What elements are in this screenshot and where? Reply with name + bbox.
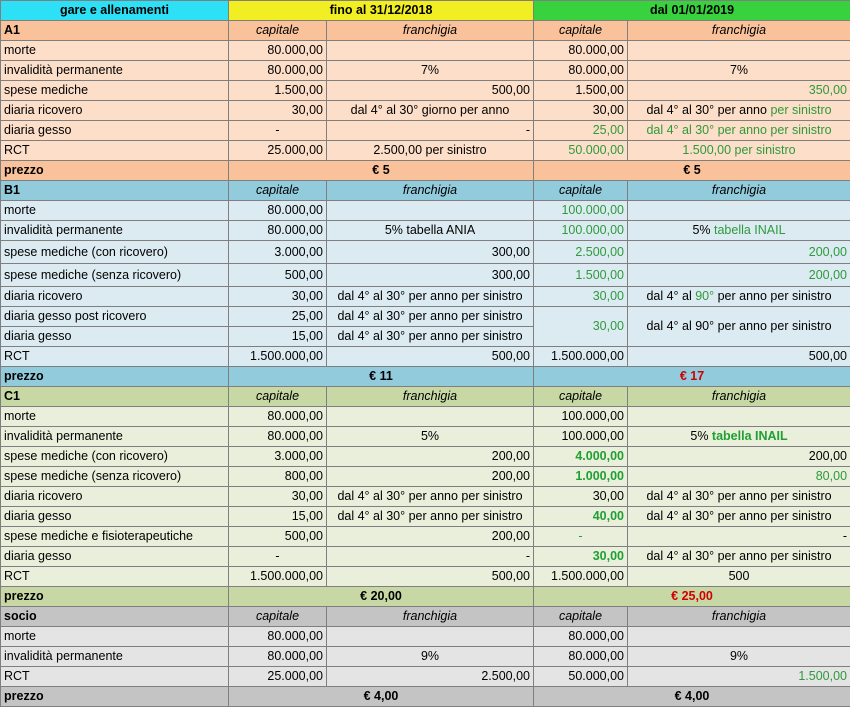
capitale-cell[interactable]: 30,00 bbox=[229, 101, 327, 121]
price-value[interactable]: € 25,00 bbox=[534, 587, 850, 607]
capitale-cell[interactable]: 100.000,00 bbox=[534, 407, 628, 427]
table-row bbox=[1, 567, 850, 587]
table-row bbox=[1, 221, 850, 241]
price-value[interactable]: € 4,00 bbox=[229, 687, 534, 707]
table-row bbox=[1, 427, 850, 447]
row-label[interactable]: spese mediche (con ricovero) bbox=[1, 447, 229, 467]
row-label[interactable]: spese mediche e fisioterapeutiche bbox=[1, 527, 229, 547]
col-franchigia[interactable]: franchigia bbox=[327, 387, 534, 407]
row-label[interactable]: RCT bbox=[1, 667, 229, 687]
capitale-cell[interactable]: 1.500.000,00 bbox=[534, 567, 628, 587]
row-label[interactable]: spese mediche (senza ricovero) bbox=[1, 467, 229, 487]
franchigia-cell[interactable]: 500,00 bbox=[628, 347, 850, 367]
col-franchigia[interactable]: franchigia bbox=[628, 387, 850, 407]
row-label[interactable]: spese mediche (con ricovero) bbox=[1, 241, 229, 264]
capitale-cell[interactable]: 3.000,00 bbox=[229, 241, 327, 264]
table-row bbox=[1, 264, 850, 287]
capitale-cell[interactable]: 1.500,00 bbox=[229, 81, 327, 101]
franchigia-cell[interactable]: dal 4° al 30° per anno per sinistro bbox=[628, 507, 850, 527]
capitale-cell[interactable]: - bbox=[229, 121, 327, 141]
franchigia-cell[interactable] bbox=[628, 101, 850, 121]
franchigia-cell[interactable]: dal 4° al 30° per anno per sinistro bbox=[628, 547, 850, 567]
table-row bbox=[1, 201, 850, 221]
franchigia-cell[interactable] bbox=[628, 287, 850, 307]
capitale-cell[interactable]: 50.000,00 bbox=[534, 667, 628, 687]
capitale-cell[interactable]: 800,00 bbox=[229, 467, 327, 487]
table-row bbox=[1, 627, 850, 647]
capitale-cell[interactable]: 80.000,00 bbox=[534, 41, 628, 61]
section-header-a1 bbox=[1, 21, 850, 41]
period1-header[interactable]: fino al 31/12/2018 bbox=[229, 1, 534, 21]
franchigia-text: dal 4° al bbox=[646, 289, 696, 303]
table-row bbox=[1, 287, 850, 307]
capitale-cell[interactable]: 40,00 bbox=[534, 507, 628, 527]
franchigia-text: per anno per sinistro bbox=[714, 289, 832, 303]
franchigia-cell[interactable]: 350,00 bbox=[628, 81, 850, 101]
price-label[interactable]: prezzo bbox=[1, 687, 229, 707]
capitale-cell[interactable]: 500,00 bbox=[229, 527, 327, 547]
franchigia-cell[interactable] bbox=[628, 221, 850, 241]
table-row bbox=[1, 407, 850, 427]
row-label[interactable]: spese mediche bbox=[1, 81, 229, 101]
table-row bbox=[1, 101, 850, 121]
capitale-cell[interactable]: 80.000,00 bbox=[229, 427, 327, 447]
franchigia-cell[interactable]: dal 4° al 30° per anno per sinistro bbox=[327, 487, 534, 507]
capitale-cell[interactable]: 100.000,00 bbox=[534, 221, 628, 241]
row-label[interactable]: morte bbox=[1, 627, 229, 647]
capitale-cell[interactable]: 25.000,00 bbox=[229, 141, 327, 161]
col-capitale[interactable]: capitale bbox=[229, 21, 327, 41]
franchigia-cell[interactable]: dal 4° al 30° per anno per sinistro bbox=[628, 121, 850, 141]
franchigia-cell[interactable]: 300,00 bbox=[327, 241, 534, 264]
col-capitale[interactable]: capitale bbox=[534, 607, 628, 627]
franchigia-cell[interactable]: - bbox=[327, 547, 534, 567]
row-label[interactable]: diaria gesso bbox=[1, 507, 229, 527]
capitale-cell[interactable]: 100.000,00 bbox=[534, 427, 628, 447]
row-label[interactable]: spese mediche (senza ricovero) bbox=[1, 264, 229, 287]
capitale-cell[interactable]: 30,00 bbox=[229, 287, 327, 307]
table-row bbox=[1, 61, 850, 81]
section-name[interactable]: socio bbox=[1, 607, 229, 627]
col-franchigia[interactable]: franchigia bbox=[628, 607, 850, 627]
franchigia-cell[interactable]: 200,00 bbox=[327, 447, 534, 467]
price-row bbox=[1, 161, 850, 181]
franchigia-cell[interactable]: 7% bbox=[327, 61, 534, 81]
franchigia-cell[interactable]: 200,00 bbox=[628, 241, 850, 264]
price-value[interactable]: € 17 bbox=[534, 367, 850, 387]
capitale-cell[interactable]: 1.500.000,00 bbox=[534, 347, 628, 367]
franchigia-cell[interactable]: 500 bbox=[628, 567, 850, 587]
price-value[interactable]: € 20,00 bbox=[229, 587, 534, 607]
franchigia-cell[interactable] bbox=[628, 201, 850, 221]
franchigia-cell[interactable]: dal 4° al 30° giorno per anno bbox=[327, 101, 534, 121]
col-capitale[interactable]: capitale bbox=[534, 181, 628, 201]
capitale-cell[interactable]: 80.000,00 bbox=[534, 627, 628, 647]
row-label[interactable]: morte bbox=[1, 201, 229, 221]
capitale-cell[interactable]: 80.000,00 bbox=[229, 201, 327, 221]
price-label[interactable]: prezzo bbox=[1, 587, 229, 607]
capitale-cell[interactable]: 1.500,00 bbox=[534, 81, 628, 101]
franchigia-cell[interactable]: 500,00 bbox=[327, 567, 534, 587]
franchigia-cell[interactable]: 7% bbox=[628, 61, 850, 81]
capitale-cell[interactable]: 80.000,00 bbox=[229, 647, 327, 667]
franchigia-cell[interactable]: 2.500,00 per sinistro bbox=[327, 141, 534, 161]
capitale-cell[interactable]: 4.000,00 bbox=[534, 447, 628, 467]
col-franchigia[interactable]: franchigia bbox=[327, 181, 534, 201]
capitale-cell-merged[interactable]: 30,00 bbox=[534, 307, 628, 347]
table-row bbox=[1, 447, 850, 467]
table-row bbox=[1, 467, 850, 487]
capitale-cell[interactable]: 100.000,00 bbox=[534, 201, 628, 221]
franchigia-cell[interactable]: dal 4° al 30° per anno per sinistro bbox=[327, 327, 534, 347]
section-name[interactable]: B1 bbox=[1, 181, 229, 201]
col-capitale[interactable]: capitale bbox=[229, 181, 327, 201]
col-franchigia[interactable]: franchigia bbox=[628, 21, 850, 41]
capitale-cell[interactable]: 1.500.000,00 bbox=[229, 347, 327, 367]
franchigia-cell[interactable]: dal 4° al 30° per anno per sinistro bbox=[327, 307, 534, 327]
section-header-c1 bbox=[1, 387, 850, 407]
franchigia-text: 5% bbox=[690, 429, 712, 443]
price-value[interactable]: € 5 bbox=[534, 161, 850, 181]
section-name[interactable]: A1 bbox=[1, 21, 229, 41]
franchigia-cell[interactable] bbox=[628, 41, 850, 61]
capitale-cell[interactable]: - bbox=[229, 547, 327, 567]
table-row bbox=[1, 347, 850, 367]
franchigia-cell[interactable]: 200,00 bbox=[327, 467, 534, 487]
franchigia-cell[interactable] bbox=[628, 627, 850, 647]
franchigia-text-new: tabella INAIL bbox=[713, 223, 786, 237]
franchigia-cell[interactable]: 200,00 bbox=[628, 264, 850, 287]
capitale-cell[interactable]: 1.000,00 bbox=[534, 467, 628, 487]
row-label[interactable]: RCT bbox=[1, 141, 229, 161]
franchigia-text: 5% bbox=[692, 223, 714, 237]
franchigia-cell[interactable]: 200,00 bbox=[628, 447, 850, 467]
capitale-cell[interactable]: 30,00 bbox=[534, 487, 628, 507]
capitale-cell[interactable]: 80.000,00 bbox=[534, 647, 628, 667]
capitale-cell[interactable]: 25,00 bbox=[229, 307, 327, 327]
price-value[interactable]: € 5 bbox=[229, 161, 534, 181]
capitale-cell[interactable]: 500,00 bbox=[229, 264, 327, 287]
col-capitale[interactable]: capitale bbox=[229, 387, 327, 407]
price-row bbox=[1, 687, 850, 707]
row-label[interactable]: invalidità permanente bbox=[1, 647, 229, 667]
row-label[interactable]: morte bbox=[1, 407, 229, 427]
franchigia-cell[interactable]: dal 4° al 30° per anno per sinistro bbox=[628, 487, 850, 507]
section-header-socio bbox=[1, 607, 850, 627]
franchigia-text-new: tabella INAIL bbox=[711, 429, 788, 443]
col-franchigia[interactable]: franchigia bbox=[628, 181, 850, 201]
col-franchigia[interactable]: franchigia bbox=[327, 607, 534, 627]
section-header-b1 bbox=[1, 181, 850, 201]
header-row bbox=[1, 1, 850, 21]
row-label[interactable]: invalidità permanente bbox=[1, 427, 229, 447]
price-row bbox=[1, 367, 850, 387]
capitale-cell[interactable]: 25.000,00 bbox=[229, 667, 327, 687]
table-row bbox=[1, 121, 850, 141]
franchigia-cell[interactable] bbox=[327, 627, 534, 647]
franchigia-cell[interactable]: 9% bbox=[327, 647, 534, 667]
capitale-cell[interactable]: 30,00 bbox=[534, 547, 628, 567]
table-row bbox=[1, 667, 850, 687]
row-label[interactable]: diaria ricovero bbox=[1, 287, 229, 307]
capitale-cell[interactable]: - bbox=[534, 527, 628, 547]
franchigia-cell[interactable] bbox=[628, 407, 850, 427]
franchigia-cell[interactable]: 1.500,00 per sinistro bbox=[628, 141, 850, 161]
franchigia-text: dal 4° al 30° per anno bbox=[646, 103, 767, 117]
capitale-cell[interactable]: 80.000,00 bbox=[229, 41, 327, 61]
period2-header[interactable]: dal 01/01/2019 bbox=[534, 1, 850, 21]
price-label[interactable]: prezzo bbox=[1, 161, 229, 181]
franchigia-cell[interactable] bbox=[327, 407, 534, 427]
franchigia-cell[interactable]: 500,00 bbox=[327, 81, 534, 101]
row-label[interactable]: diaria gesso post ricovero bbox=[1, 307, 229, 327]
franchigia-cell[interactable]: 200,00 bbox=[327, 527, 534, 547]
franchigia-cell[interactable] bbox=[628, 427, 850, 447]
table-row bbox=[1, 141, 850, 161]
table-row bbox=[1, 241, 850, 264]
row-label[interactable]: diaria gesso bbox=[1, 121, 229, 141]
price-label[interactable]: prezzo bbox=[1, 367, 229, 387]
table-row bbox=[1, 547, 850, 567]
franchigia-cell[interactable]: 500,00 bbox=[327, 347, 534, 367]
franchigia-cell[interactable] bbox=[327, 41, 534, 61]
header-label[interactable]: gare e allenamenti bbox=[1, 1, 229, 21]
col-capitale[interactable]: capitale bbox=[229, 607, 327, 627]
row-label[interactable]: diaria ricovero bbox=[1, 487, 229, 507]
franchigia-text-new: per sinistro bbox=[770, 103, 832, 117]
row-label[interactable]: invalidità permanente bbox=[1, 61, 229, 81]
franchigia-cell[interactable]: 5% bbox=[327, 427, 534, 447]
franchigia-cell[interactable]: - bbox=[327, 121, 534, 141]
capitale-cell[interactable]: 80.000,00 bbox=[229, 61, 327, 81]
table-row bbox=[1, 81, 850, 101]
row-label[interactable]: diaria ricovero bbox=[1, 101, 229, 121]
table-row bbox=[1, 507, 850, 527]
franchigia-cell[interactable]: 9% bbox=[628, 647, 850, 667]
price-value[interactable]: € 4,00 bbox=[534, 687, 850, 707]
row-label[interactable]: RCT bbox=[1, 567, 229, 587]
capitale-cell[interactable]: 50.000,00 bbox=[534, 141, 628, 161]
franchigia-cell[interactable] bbox=[327, 201, 534, 221]
capitale-cell[interactable]: 80.000,00 bbox=[534, 61, 628, 81]
row-label[interactable]: diaria gesso bbox=[1, 547, 229, 567]
franchigia-cell[interactable]: - bbox=[628, 527, 850, 547]
section-name[interactable]: C1 bbox=[1, 387, 229, 407]
franchigia-cell[interactable]: dal 4° al 30° per anno per sinistro bbox=[327, 507, 534, 527]
row-label[interactable]: RCT bbox=[1, 347, 229, 367]
franchigia-cell-merged[interactable]: dal 4° al 90° per anno per sinistro bbox=[628, 307, 850, 347]
franchigia-text-new: 90° bbox=[695, 289, 715, 303]
franchigia-cell[interactable]: 300,00 bbox=[327, 264, 534, 287]
table-row bbox=[1, 41, 850, 61]
col-capitale[interactable]: capitale bbox=[534, 21, 628, 41]
table-row bbox=[1, 307, 850, 327]
row-label[interactable]: diaria gesso bbox=[1, 327, 229, 347]
capitale-cell[interactable]: 80.000,00 bbox=[229, 407, 327, 427]
capitale-cell[interactable]: 30,00 bbox=[534, 287, 628, 307]
table-row bbox=[1, 527, 850, 547]
capitale-cell[interactable]: 1.500,00 bbox=[534, 264, 628, 287]
capitale-cell[interactable]: 30,00 bbox=[534, 101, 628, 121]
franchigia-cell[interactable]: 1.500,00 bbox=[628, 667, 850, 687]
table-row bbox=[1, 647, 850, 667]
capitale-cell[interactable]: 30,00 bbox=[229, 487, 327, 507]
capitale-cell[interactable]: 3.000,00 bbox=[229, 447, 327, 467]
row-label[interactable]: invalidità permanente bbox=[1, 221, 229, 241]
franchigia-cell[interactable]: 80,00 bbox=[628, 467, 850, 487]
capitale-cell[interactable]: 15,00 bbox=[229, 507, 327, 527]
price-value[interactable]: € 11 bbox=[229, 367, 534, 387]
col-capitale[interactable]: capitale bbox=[534, 387, 628, 407]
capitale-cell[interactable]: 80.000,00 bbox=[229, 221, 327, 241]
capitale-cell[interactable]: 15,00 bbox=[229, 327, 327, 347]
franchigia-cell[interactable]: 5% tabella ANIA bbox=[327, 221, 534, 241]
capitale-cell[interactable]: 2.500,00 bbox=[534, 241, 628, 264]
row-label[interactable]: morte bbox=[1, 41, 229, 61]
table-row bbox=[1, 487, 850, 507]
col-franchigia[interactable]: franchigia bbox=[327, 21, 534, 41]
capitale-cell[interactable]: 80.000,00 bbox=[229, 627, 327, 647]
price-row bbox=[1, 587, 850, 607]
franchigia-cell[interactable]: 2.500,00 bbox=[327, 667, 534, 687]
franchigia-cell[interactable]: dal 4° al 30° per anno per sinistro bbox=[327, 287, 534, 307]
capitale-cell[interactable]: 1.500.000,00 bbox=[229, 567, 327, 587]
capitale-cell[interactable]: 25,00 bbox=[534, 121, 628, 141]
